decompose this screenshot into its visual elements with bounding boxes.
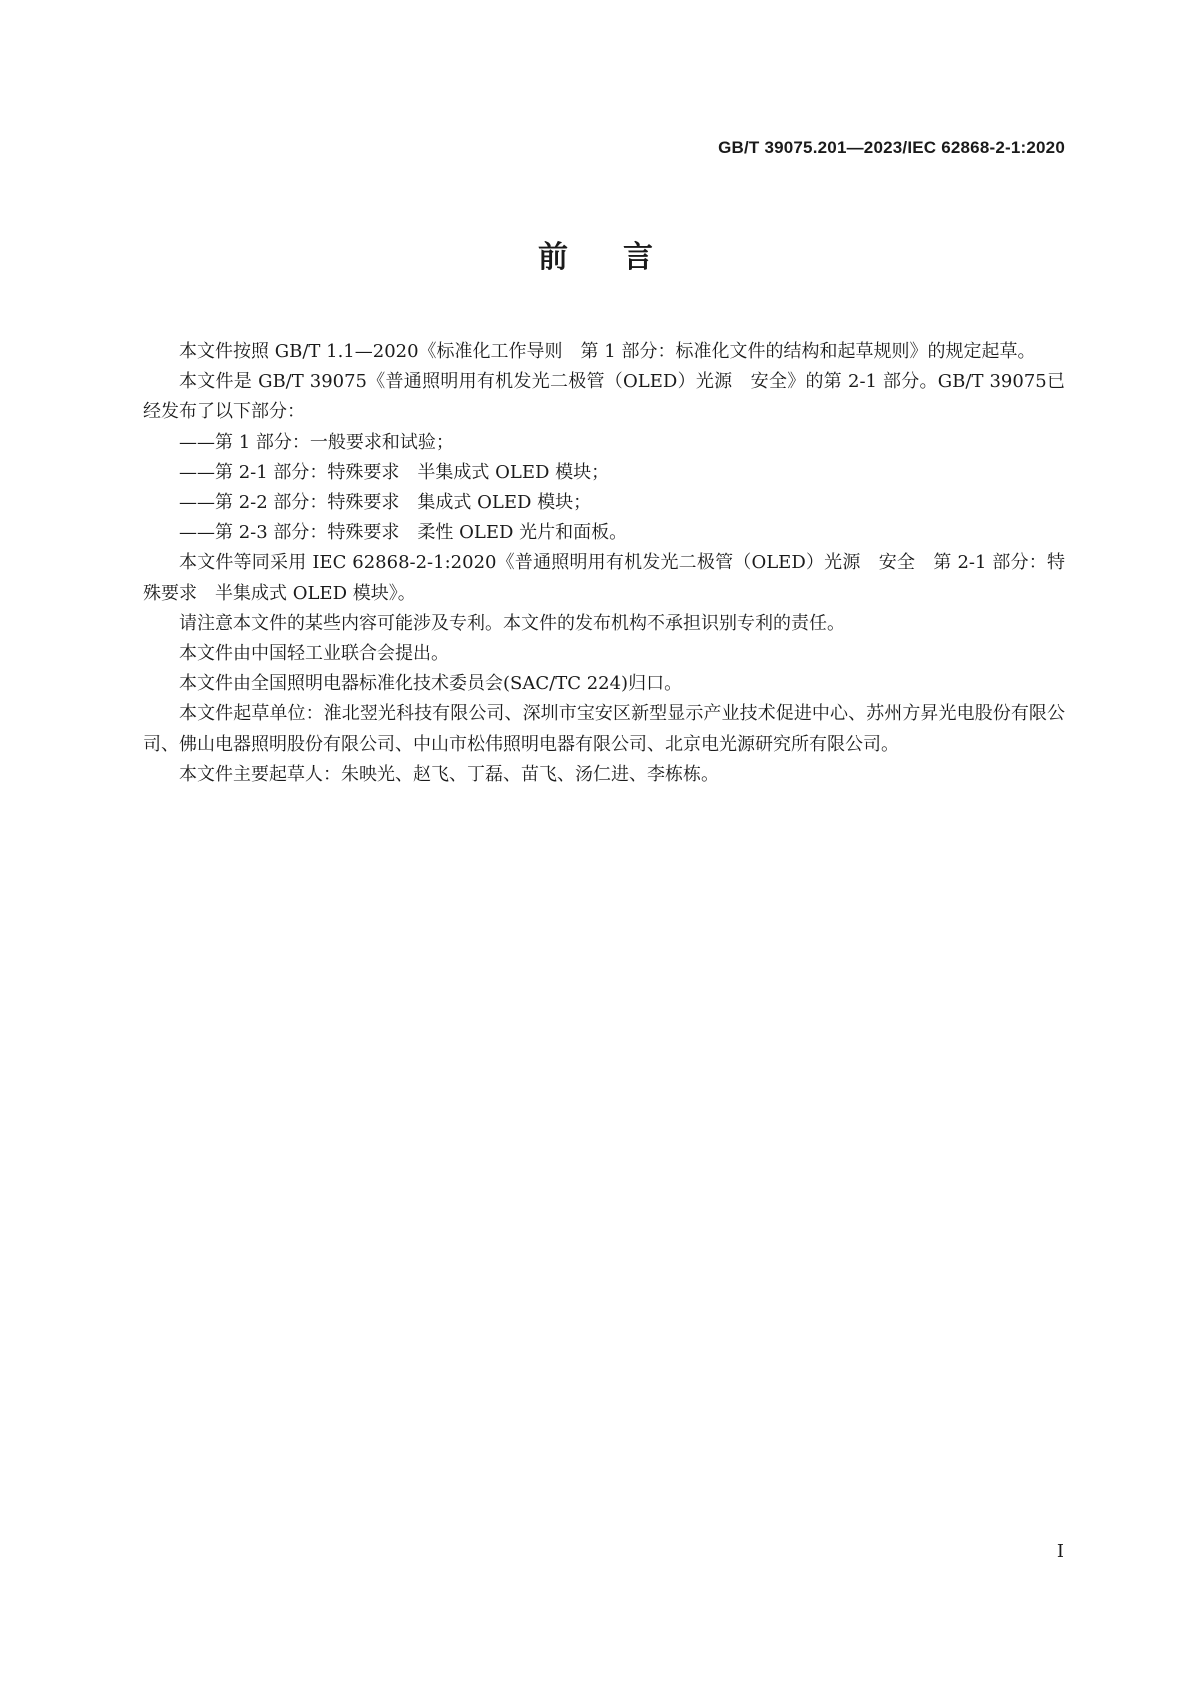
list-item-part-2-2: ——第 2-2 部分：特殊要求 集成式 OLED 模块；: [179, 492, 592, 514]
paragraph-iec-adoption: 本文件等同采用 IEC 62868-2-1:2020《普通照明用有机发光二极管（OLED）光源 安全 第 2-1 部分：特殊要求 半集成式 OLED 模块》。: [143, 552, 1065, 604]
paragraph-committee: 本文件由全国照明电器标准化技术委员会(SAC/TC 224)归口。: [179, 673, 683, 695]
paragraph-drafters: 本文件主要起草人：朱映光、赵飞、丁磊、苗飞、汤仁进、李栋栋。: [179, 763, 719, 785]
paragraph-patent-notice: 请注意本文件的某些内容可能涉及专利。本文件的发布机构不承担识别专利的责任。: [179, 612, 845, 634]
page-title: 前言: [538, 240, 708, 275]
paragraph-drafting-rules: 本文件按照 GB/T 1.1—2020《标准化工作导则 第 1 部分：标准化文件的结构和起草规则》的规定起草。: [179, 341, 1036, 362]
list-item-part-2-1: ——第 2-1 部分：特殊要求 半集成式 OLED 模块；: [179, 461, 610, 483]
paragraph-series-part: 本文件是 GB/T 39075《普通照明用有机发光二极管（OLED）光源 安全》的第 2-1 部分。GB/T 39075已经发布了以下部分：: [143, 371, 1065, 423]
list-item-part-1: ——第 1 部分：一般要求和试验；: [179, 431, 454, 453]
list-item-part-2-3: ——第 2-3 部分：特殊要求 柔性 OLED 光片和面板。: [179, 522, 628, 544]
paragraph-drafting-units: 本文件起草单位：淮北翌光科技有限公司、深圳市宝安区新型显示产业技术促进中心、苏州方昇光电股份有限公司、佛山电器照明股份有限公司、中山市松伟照明电器有限公司、北京电光源研究所有限公司。: [143, 703, 1065, 755]
page-number: I: [1056, 1541, 1064, 1562]
document-code: GB/T 39075.201—2023/IEC 62868-2-1:2020: [718, 138, 1065, 157]
foreword-body: [143, 337, 1065, 790]
paragraph-proposer: 本文件由中国轻工业联合会提出。: [179, 643, 449, 665]
